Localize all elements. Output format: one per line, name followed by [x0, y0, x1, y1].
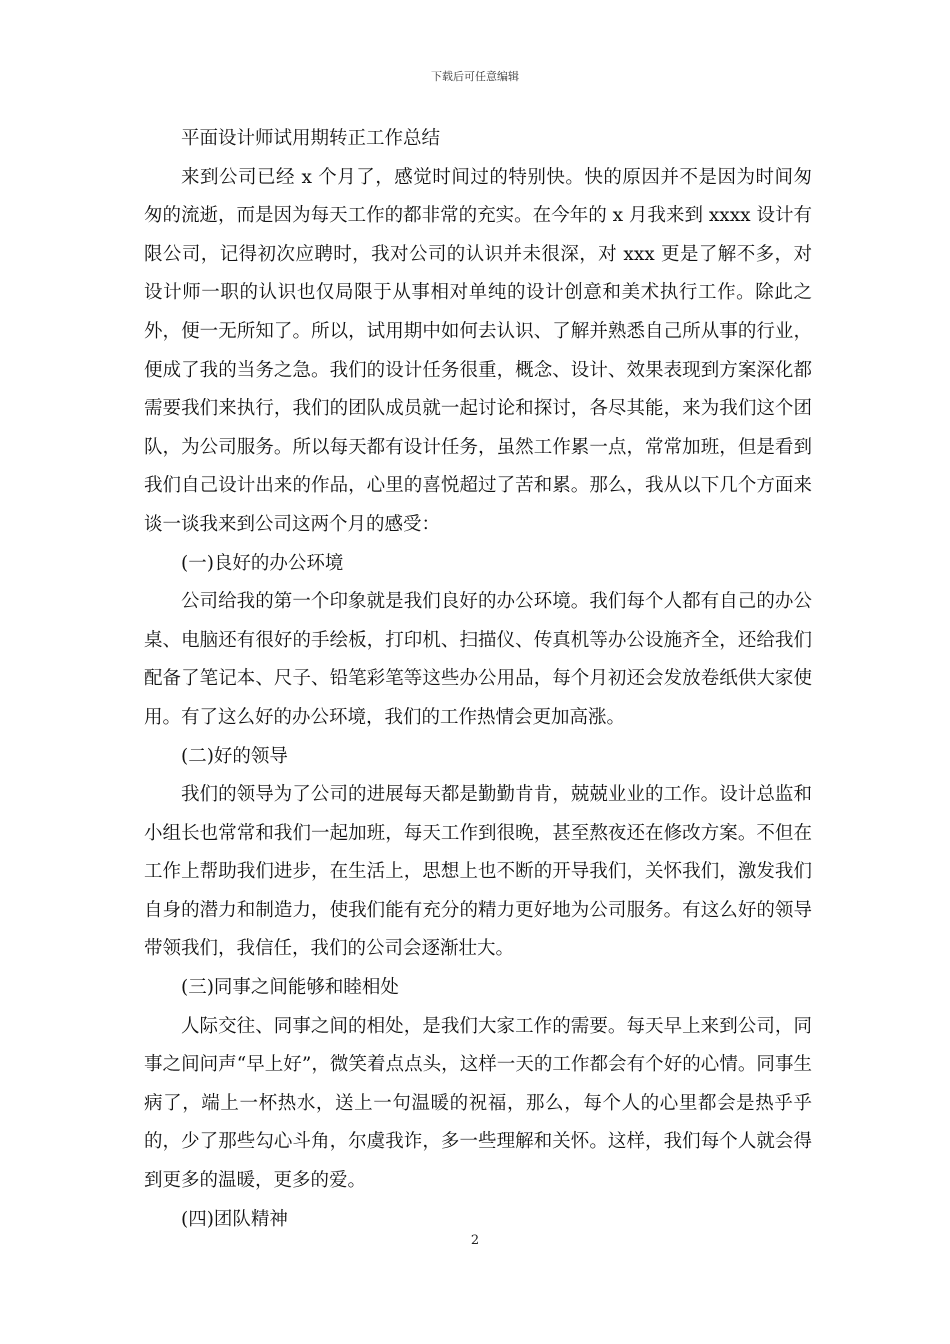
paragraph-section-3: 人际交往、同事之间的相处，是我们大家工作的需要。每天早上来到公司，同事之间问声“早上好”，微笑着点点头，这样一天的工作都会有个好的心情。同事生病了，端上一杯热水，送上一句温暖的祝福，那么，每个人的心里都会是热乎乎的，少了那些勾心斗角，尔虞我诈，多一些理解和关怀。这样，我们每个人就会得到更多的温暖，更多的爱。 [144, 1015, 812, 1192]
document-body [144, 120, 812, 1239]
paragraph-section-2: 我们的领导为了公司的进展每天都是勤勤肯肯，兢兢业业的工作。设计总监和小组长也常常和我们一起加班，每天工作到很晚，甚至熬夜还在修改方案。不但在工作上帮助我们进步，在生活上，思想上也不断的开导我们，关怀我们，激发我们自身的潜力和制造力，使我们能有充分的精力更好地为公司服务。有这么好的领导带领我们，我信任，我们的公司会逐渐壮大。 [144, 784, 812, 960]
header-note: 下载后可任意编辑 [431, 70, 519, 83]
section-heading-2: (二)好的领导 [181, 745, 288, 767]
paragraph-intro: 来到公司已经 x 个月了，感觉时间过的特别快。快的原因并不是因为时间匆匆的流逝，而是因为每天工作的都非常的充实。在今年的 x 月我来到 xxxx 设计有限公司，记得初次应聘时，我对公司的认识并未很深，对 xxx 更是了解不多，对设计师一职的认识也仅局限于从事相对单纯的设计创意和美术执行工作。除此之外，便一无所知了。所以，试用期中如何去认识、了解并熟悉自己所从事的行业，便成了我的当务之急。我们的设计任务很重，概念、设计、效果表现到方案深化都需要我们来执行，我们的团队成员就一起讨论和探讨，各尽其能，来为我们这个团队，为公司服务。所以每天都有设计任务，虽然工作累一点，常常加班，但是看到我们自己设计出来的作品，心里的喜悦超过了苦和累。那么，我从以下几个方面来谈一谈我来到公司这两个月的感受： [144, 166, 812, 535]
paragraph-section-1: 公司给我的第一个印象就是我们良好的办公环境。我们每个人都有自己的办公桌、电脑还有很好的手绘板，打印机、扫描仪、传真机等办公设施齐全，还给我们配备了笔记本、尺子、铅笔彩笔等这些办公用品，每个月初还会发放卷纸供大家使用。有了这么好的办公环境，我们的工作热情会更加高涨。 [144, 591, 812, 728]
document-title: 平面设计师试用期转正工作总结 [181, 128, 441, 149]
section-heading-3: (三)同事之间能够和睦相处 [181, 977, 399, 999]
section-heading-4: (四)团队精神 [181, 1208, 288, 1230]
page-number: 2 [470, 1233, 480, 1248]
section-heading-1: (一)良好的办公环境 [181, 552, 344, 574]
